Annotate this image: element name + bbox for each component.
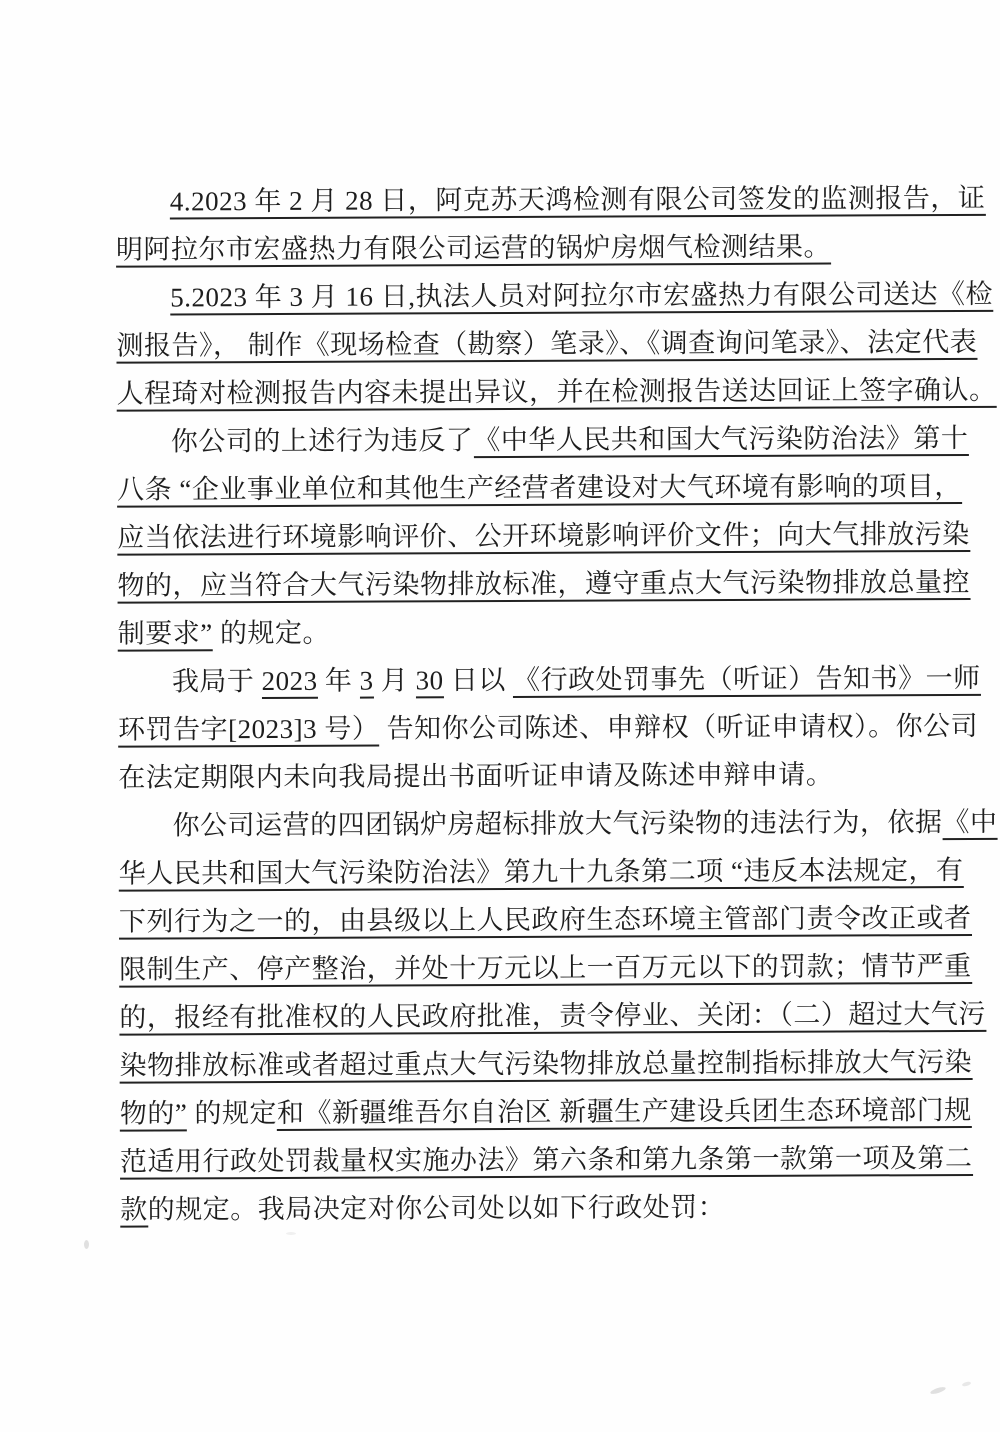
text-line [118,702,979,753]
underlined-text-segment: 测报告》， 制作《现场检查（勘察）笔录》、《调查询问笔录》、法定代表 [116,327,977,364]
text-line [116,462,962,513]
text-segment: 我局于 [171,666,262,697]
underlined-text-segment: 华人民共和国大气污染防治法》第九十九条第二项 “违反本法规定，有 [119,855,964,892]
text-line [119,1038,973,1089]
underlined-text-segment: 《行政处罚事先（听证）告知书》一师 [513,663,981,698]
text-line [118,846,964,897]
text-segment: 的规定。我局决定对你公司处以如下行政处罚： [147,1192,726,1225]
text-line [120,1182,888,1233]
text-segment: 在法定期限内未向我局提出书面听证申请及陈述申辩申请。 [118,759,834,793]
underlined-text-segment: 制要求” [118,618,213,651]
underlined-text-segment: 3 [360,666,374,699]
text-line [116,366,997,417]
scan-speck [962,1381,972,1387]
text-line [116,174,986,225]
text-segment: 你公司的上述行为违反了 [170,425,474,457]
text-line [118,798,998,849]
underlined-text-segment: 和《新疆维吾尔自治区 新疆生产建设兵团生态环境部门规 [277,1095,972,1131]
text-line [119,942,972,993]
underlined-text-segment: 限制生产、停产整治，并处十万元以上一百万元以下的罚款；情节严重 [119,951,972,988]
underlined-text-segment: 明阿拉尔市宏盛热力有限公司运营的锅炉房烟气检测结果。 [116,232,831,268]
underlined-text-segment: 染物排放标准或者超过重点大气污染物排放总量控制指标排放大气污染 [120,1047,973,1084]
text-line [117,414,969,465]
text-line [116,318,978,369]
text-line [118,750,886,801]
text-segment: 月 [373,665,416,696]
text-line [118,606,886,657]
underlined-text-segment: 八条 “企业事业单位和其他生产经营者建设对大气环境有影响的项目， [117,471,962,508]
underlined-text-segment: 环罚告字[2023]3 号） [118,714,379,748]
text-line [116,222,884,273]
document-text-block [115,174,998,1233]
underlined-text-segment: 款 [120,1195,148,1228]
text-line [118,654,981,705]
underlined-text-segment: 30 [416,665,444,698]
underlined-text-segment: 的，报经有批准权的人民政府批准，责令停业、关闭：（二）超过大气污 [119,999,986,1036]
underlined-text-segment: 物的” [120,1098,188,1131]
text-segment: 你公司运营的四团锅炉房超标排放大气污染物的违法行为，依据 [172,807,943,841]
text-line [119,990,986,1041]
underlined-text-segment: 下列行为之一的，由县级以上人民政府生态环境主管部门责令改正或者 [119,903,972,940]
scan-speck [930,1386,947,1396]
text-segment: 告知你公司陈述、申辩权（听证申请权）。你公司 [379,710,979,744]
underlined-text-segment: 范适用行政处罚裁量权实施办法》第六条和第九条第一款第一项及第二 [120,1143,973,1180]
underlined-text-segment: 人程琦对检测报告内容未提出异议，并在检测报告送达回证上签字确认。 [117,375,997,412]
text-segment: 的规定。 [212,617,330,649]
text-line [117,558,971,609]
underlined-text-segment: 物的，应当符合大气污染物排放标准，遵守重点大气污染物排放总量控 [117,567,970,604]
underlined-text-segment: 4.2023 年 2 月 28 日，阿克苏天鸿检测有限公司签发的监测报告，证 [170,183,986,220]
text-segment: 的规定 [187,1097,278,1129]
text-line [118,894,972,945]
underlined-text-segment: 2023 [262,666,318,699]
underlined-text-segment: 5.2023 年 3 月 16 日,执法人员对阿拉尔市宏盛热力有限公司送达《检 [170,279,993,316]
text-line [119,1086,972,1137]
underlined-text-segment: 《中 [942,807,997,840]
text-line [117,510,970,561]
underlined-text-segment: 应当依法进行环境影响评价、公开环境影响评价文件；向大气排放污染 [117,519,970,556]
text-segment: 日以 [443,664,514,696]
text-line [119,1134,973,1185]
text-line [116,270,994,321]
text-segment: 年 [317,665,360,696]
scan-speck [84,1240,89,1249]
underlined-text-segment: 《中华人民共和国大气污染防治法》第十 [473,423,968,458]
